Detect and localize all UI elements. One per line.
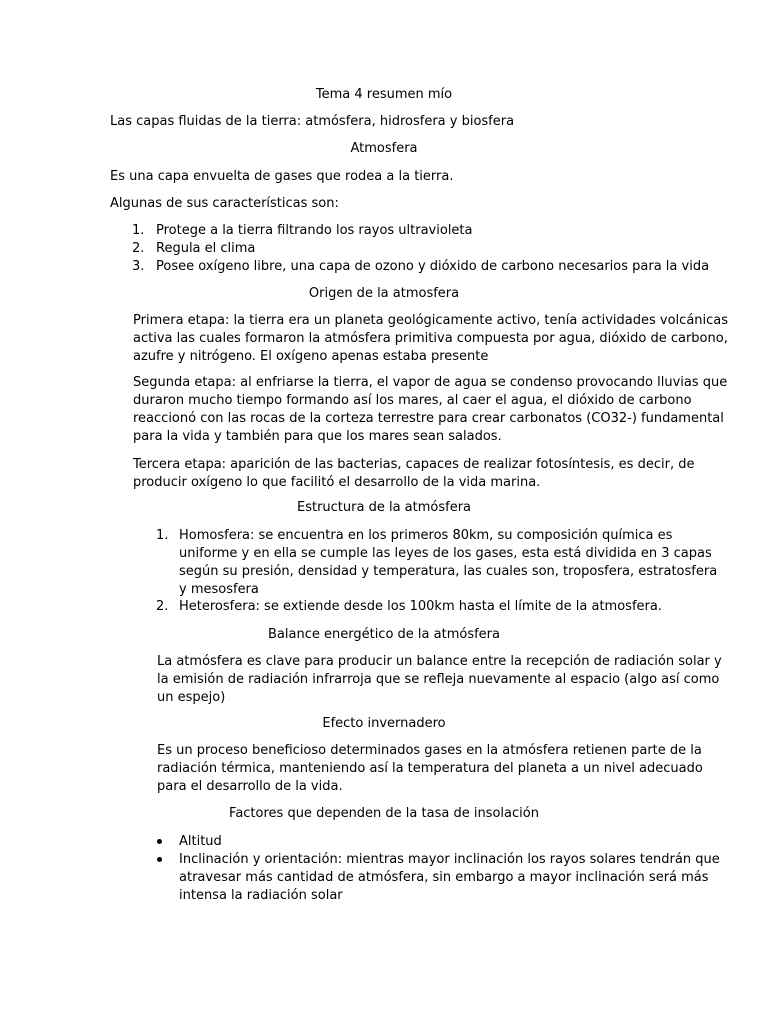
- bullet-icon: [157, 857, 162, 862]
- paragraph-line: activa las cuales formaron la atmósfera primitiva compuesta por agua, dióxido de carbono,: [133, 331, 728, 346]
- list-number: 1.: [132, 223, 145, 238]
- heading-estructura: Estructura de la atmósfera: [296, 500, 472, 515]
- factor-item-inclinacion: [179, 851, 720, 905]
- characteristics-intro: Algunas de sus características son:: [110, 196, 339, 211]
- paragraph-line: reaccionó con las rocas de la corteza terrestre para crear carbonatos (CO32-) fundamental: [133, 411, 724, 426]
- paragraph-line: Primera etapa: la tierra era un planeta geológicamente activo, tenía actividades volcánicas: [133, 313, 729, 328]
- paragraph-line: azufre y nitrógeno. El oxígeno apenas estaba presente: [133, 349, 489, 364]
- list-number: 2.: [132, 241, 145, 256]
- paragraph-line: Tercera etapa: aparición de las bacterias, capaces de realizar fotosíntesis, es decir, de: [133, 457, 695, 472]
- paragraph-line: la emisión de radiación infrarroja que se refleja nuevamente al espacio (algo así como: [157, 672, 720, 687]
- list-item-line: intensa la radiación solar: [179, 888, 343, 903]
- list-item-line: Homosfera: se encuentra en los primeros 80km, su composición química es: [179, 528, 673, 543]
- list-item-line: Inclinación y orientación: mientras mayor inclinación los rayos solares tendrán que: [179, 852, 720, 867]
- list-number: 1.: [156, 528, 169, 543]
- list-number: 3.: [132, 259, 145, 274]
- paragraph-line: Es un proceso beneficioso determinados gases en la atmósfera retienen parte de la: [157, 743, 702, 758]
- estructura-item-homosfera: [179, 527, 717, 599]
- heading-atmosfera: Atmosfera: [350, 141, 418, 156]
- list-item-line: uniforme y en ella se cumple las leyes de los gases, esta está dividida en 3 capas: [179, 546, 712, 561]
- list-item-line: según su presión, densidad y temperatura, las cuales son, troposfera, estratosfera: [179, 564, 718, 579]
- list-item: Posee oxígeno libre, una capa de ozono y dióxido de carbono necesarios para la vida: [156, 259, 710, 274]
- efecto-paragraph: [157, 742, 703, 796]
- paragraph-line: para el desarrollo de la vida.: [157, 779, 343, 794]
- bullet-icon: [157, 839, 162, 844]
- list-item-line: atravesar más cantidad de atmósfera, sin embargo a mayor inclinación será más: [179, 870, 709, 885]
- list-number: 2.: [156, 599, 169, 614]
- paragraph-line: un espejo): [157, 690, 226, 705]
- origen-paragraph-1: [133, 312, 728, 366]
- origen-paragraph-3: [133, 456, 694, 492]
- list-item: Protege a la tierra filtrando los rayos ultravioleta: [156, 223, 473, 238]
- list-item-line: Heterosfera: se extiende desde los 100km hasta el límite de la atmosfera.: [179, 599, 662, 614]
- list-item: Regula el clima: [156, 241, 256, 256]
- origen-paragraph-2: [133, 374, 727, 446]
- balance-paragraph: [157, 653, 722, 707]
- paragraph-line: Segunda etapa: al enfriarse la tierra, el vapor de agua se condenso provocando lluvias que: [133, 375, 728, 390]
- paragraph-line: duraron mucho tiempo formando así los mares, al caer el agua, el dióxido de carbono: [133, 393, 692, 408]
- paragraph-line: producir oxígeno lo que facilitó el desarrollo de la vida marina.: [133, 475, 541, 490]
- paragraph-line: La atmósfera es clave para producir un balance entre la recepción de radiación solar y: [157, 654, 722, 669]
- factor-item-altitud: [179, 833, 222, 851]
- estructura-item-heterosfera: [179, 598, 662, 616]
- atmosfera-definition: Es una capa envuelta de gases que rodea a la tierra.: [110, 169, 454, 184]
- list-item-line: Altitud: [179, 834, 222, 849]
- paragraph-line: para la vida y también para que los mares sean salados.: [133, 429, 502, 444]
- heading-factores: Factores que dependen de la tasa de insolación: [229, 806, 539, 821]
- intro-text: Las capas fluidas de la tierra: atmósfera, hidrosfera y biosfera: [110, 114, 515, 129]
- heading-balance: Balance energético de la atmósfera: [268, 627, 500, 642]
- document-title: Tema 4 resumen mío: [315, 87, 453, 102]
- list-item-line: y mesosfera: [179, 582, 259, 597]
- heading-origen: Origen de la atmosfera: [308, 286, 460, 301]
- paragraph-line: radiación térmica, manteniendo así la temperatura del planeta a un nivel adecuado: [157, 761, 703, 776]
- heading-efecto: Efecto invernadero: [322, 716, 446, 731]
